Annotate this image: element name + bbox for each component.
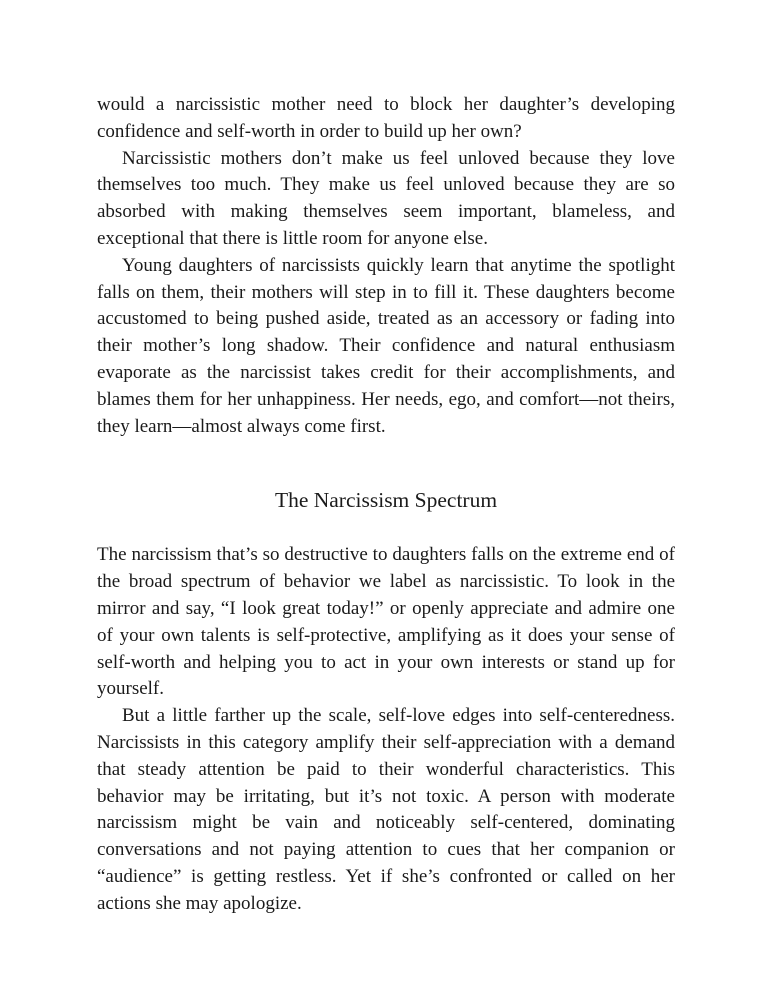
paragraph-young-daughters: Young daughters of narcissists quickly learn that anytime the spotlight falls on them, their mothers will step in to fill it. These daughters become accustomed to being pushed aside, treated as an accessory or fading into their mother’s long shadow. Their confidence and natural enthusiasm evaporate as the narcissist takes credit for their accomplishments, and blames them for her unhappiness. Her needs, ego, and comfort—not theirs, they learn—almost always come first.: [97, 254, 675, 437]
paragraph-unloved: Narcissistic mothers don’t make us feel unloved because they love themselves too much. They make us feel unloved because they are so absorbed with making themselves seem important, blameless, and exceptional that there is little room for anyone else.: [97, 147, 675, 249]
page-body: [97, 92, 675, 918]
paragraph-self-centeredness: But a little farther up the scale, self-love edges into self-centeredness. Narcissists in this category amplify their self-appreciation with a demand that steady attention be paid to their wonderful characteristics. This behavior may be irritating, but it’s not toxic. A person with moderate narcissism might be vain and noticeably self-centered, dominating conversations and not paying attention to cues that her companion or “audience” is getting restless. Yet if she’s confronted or called on her actions she may apologize.: [97, 705, 675, 914]
paragraph-spectrum-intro: The narcissism that’s so destructive to daughters falls on the extreme end of the broad spectrum of behavior we label as narcissistic. To look in the mirror and say, “I look great today!” or openly appreciate and admire one of your own talents is self-protective, amplifying as it does your sense of self-worth and helping you to act in your own interests or stand up for yourself.: [97, 544, 675, 700]
section-heading: The Narcissism Spectrum: [274, 488, 498, 513]
paragraph-continuation: would a narcissistic mother need to block her daughter’s developing confidence and self-worth in order to build up her own?: [97, 94, 675, 142]
